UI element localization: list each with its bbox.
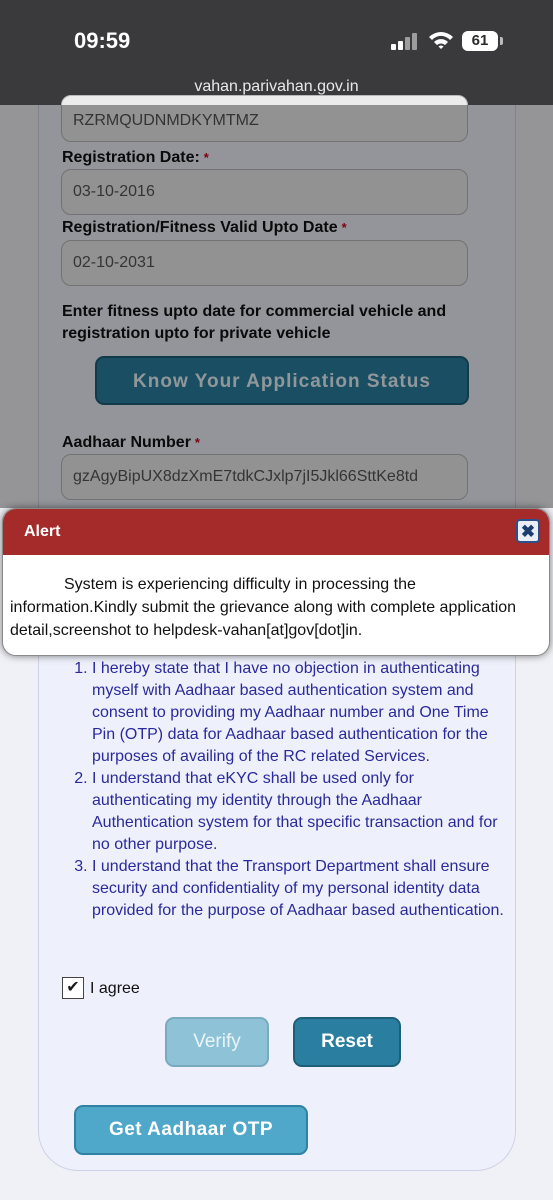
close-icon[interactable]: ✖ [516,519,540,543]
battery-tip [500,37,503,45]
alert-dialog [2,508,550,656]
required-mark: * [203,150,209,165]
modal-overlay [0,105,553,508]
wifi-icon [428,30,454,50]
status-bar [0,0,553,105]
address-bar-url[interactable]: vahan.parivahan.gov.in [194,78,359,95]
required-mark: * [341,220,347,235]
agree-label: I agree [90,980,140,997]
valid-upto-label-text: Registration/Fitness Valid Upto Date [62,219,338,236]
valid-upto-field[interactable]: 02-10-2031 [61,240,468,286]
reset-button[interactable]: Reset [293,1017,401,1067]
consent-item: 1. I hereby state that I have no objection in authenticating myself with Aadhaar based authentication system and consent to providing my Aadhaar number and One Time Pin (OTP) data for Aadhaar based authentication for the purposes of availing of the RC related Services. [92,658,512,768]
checkmark-icon: ✔ [66,979,80,996]
agree-checkbox[interactable] [62,977,84,999]
verify-button[interactable]: Verify [165,1017,269,1067]
registration-date-label-text: Registration Date: [62,149,200,166]
fitness-note: Enter fitness upto date for commercial vehicle and registration upto for private vehicle [62,303,447,342]
alert-title: Alert [3,509,549,555]
aadhaar-number-field[interactable]: gzAgyBipUX8dzXmE7tdkCJxlp7jI5Jkl66SttKe8td [61,454,468,500]
cellular-signal-icon [391,32,419,50]
clock: 09:59 [74,28,131,53]
chassis-field[interactable]: RZRMQUDNMDKYMTMZ [61,95,468,142]
battery-icon: 61 [462,31,498,51]
required-mark: * [194,435,200,450]
registration-date-field[interactable]: 03-10-2016 [61,169,468,215]
get-aadhaar-otp-button[interactable]: Get Aadhaar OTP [74,1105,308,1155]
consent-item: 2. I understand that eKYC shall be used only for authenticating my identity through the Aadhaar Authentication system for that specific transaction and for no other purpose. [92,768,512,856]
alert-message: System is experiencing difficulty in processing the information.Kindly submit the grievance along with complete application detail,screenshot to helpdesk-vahan[at]gov[dot]in. [10,576,517,639]
aadhaar-number-label-text: Aadhaar Number [62,434,191,451]
know-application-status-button[interactable]: Know Your Application Status [95,356,469,405]
consent-item: 3. I understand that the Transport Department shall ensure security and confidentiality of my personal identity data provided for the purpose of Aadhaar based authentication. [92,856,512,922]
consent-list [62,658,512,922]
